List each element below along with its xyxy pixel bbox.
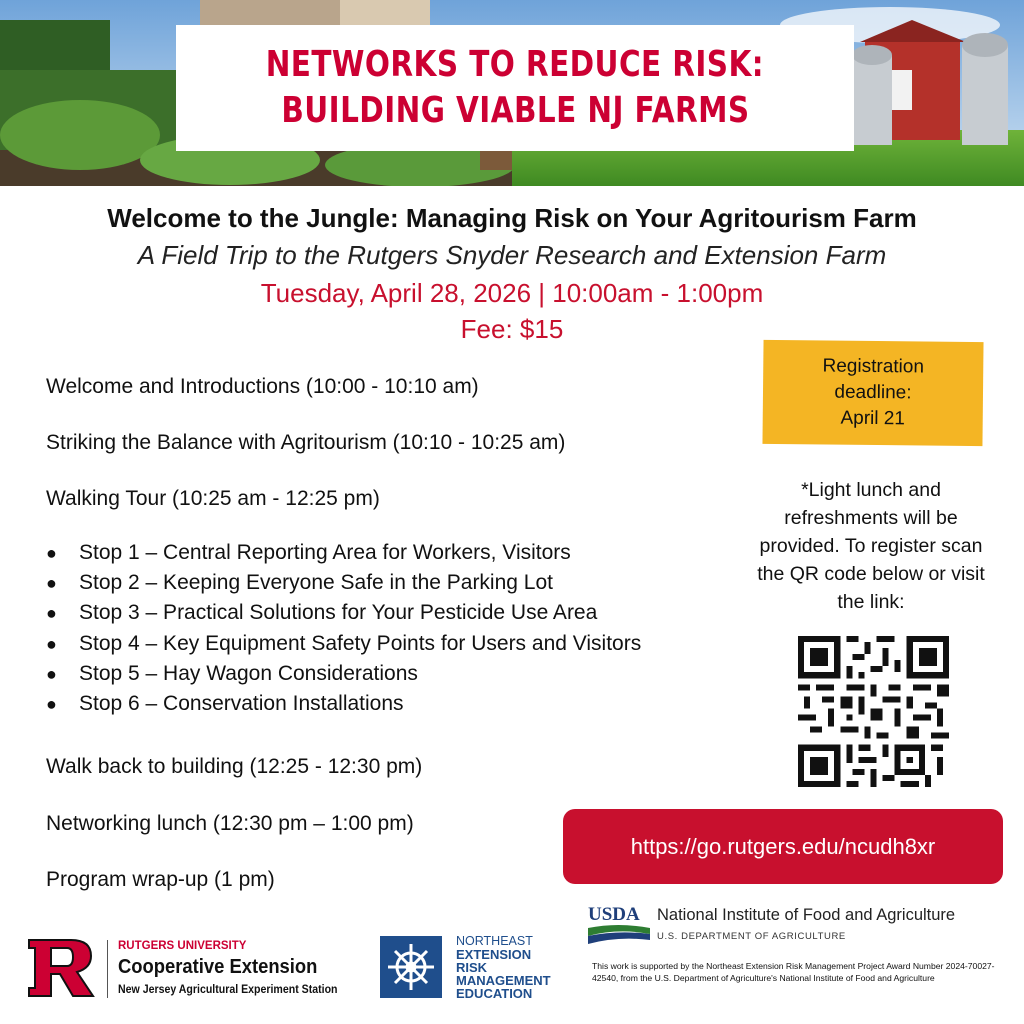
event-fee: Fee: $15 [460, 314, 564, 344]
stop-label: Stop 4 – Key Equipment Safety Points for Users and Visitors [79, 631, 642, 655]
list-item [46, 659, 641, 689]
usda-logo [588, 904, 650, 946]
funding-acknowledgement: This work is supported by the Northeast Extension Risk Management Project Award Number 2024-70027-42540, from the U.S. Department of Agriculture's National Institute of Food and Agriculture [592, 961, 995, 983]
qr-code-icon[interactable] [798, 636, 949, 787]
nerme-line-1: NORTHEAST [456, 934, 533, 948]
banner-title-line-2: BUILDING VIABLE NJ FARMS [280, 90, 750, 131]
header-banner [0, 0, 1024, 186]
usda-department: U.S. DEPARTMENT OF AGRICULTURE [657, 931, 846, 942]
deadline-line-1: Registration [822, 355, 925, 378]
bullet-icon: ● [46, 663, 57, 684]
agenda-wrapup: Program wrap-up (1 pm) [46, 868, 275, 891]
list-item [46, 538, 641, 568]
agenda-balance: Striking the Balance with Agritourism (10:10 - 10:25 am) [46, 431, 566, 454]
nerme-logo-text [456, 935, 551, 1000]
usda-logo-text: USDA [588, 904, 640, 925]
cooperative-extension-label: Cooperative Extension [118, 956, 318, 978]
bullet-icon: ● [46, 543, 57, 563]
stop-label: Stop 3 – Practical Solutions for Your Pesticide Use Area [79, 601, 598, 625]
list-item [46, 598, 641, 628]
nerme-line-4: MANAGEMENT [456, 973, 551, 988]
stop-label: Stop 1 – Central Reporting Area for Workers, Visitors [79, 541, 571, 564]
nerme-line-2: EXTENSION [456, 947, 532, 962]
tour-stops-list [46, 538, 641, 719]
bullet-icon: ● [46, 693, 57, 714]
nerme-line-5: EDUCATION [456, 986, 533, 1001]
rutgers-university-label: RUTGERS UNIVERSITY [118, 940, 247, 952]
agenda-walking-tour: Walking Tour (10:25 am - 12:25 pm) [46, 487, 380, 510]
stop-label: Stop 6 – Conservation Installations [79, 691, 404, 715]
banner-title-box [176, 25, 854, 151]
lunch-registration-note: *Light lunch and refreshments will be provided. To register scan the QR code below or visit the link: [757, 479, 985, 613]
ship-wheel-icon [380, 936, 442, 998]
deadline-line-3: April 21 [840, 407, 906, 430]
bullet-icon: ● [46, 633, 57, 654]
event-date: Tuesday, April 28, 2026 | 10:00am - 1:00pm [260, 278, 764, 308]
list-item [46, 568, 641, 598]
list-item [46, 629, 641, 659]
nerme-line-3: RISK [456, 960, 488, 975]
event-subtitle: A Field Trip to the Rutgers Snyder Research and Extension Farm [137, 240, 887, 270]
agenda-lunch: Networking lunch (12:30 pm – 1:00 pm) [46, 812, 414, 835]
njaes-label: New Jersey Agricultural Experiment Station [118, 984, 338, 996]
usda-agency-name: National Institute of Food and Agriculture [657, 906, 956, 924]
stop-label: Stop 5 – Hay Wagon Considerations [79, 661, 418, 685]
rutgers-divider [107, 940, 108, 998]
rutgers-r-logo [27, 938, 97, 1000]
list-item [46, 689, 641, 719]
agenda-welcome: Welcome and Introductions (10:00 - 10:10 am) [46, 375, 479, 398]
event-title: Welcome to the Jungle: Managing Risk on Your Agritourism Farm [107, 203, 917, 233]
registration-link-button[interactable]: https://go.rutgers.edu/ncudh8xr [563, 809, 1003, 884]
deadline-line-2: deadline: [834, 381, 912, 404]
stop-label: Stop 2 – Keeping Everyone Safe in the Parking Lot [79, 571, 553, 595]
agenda-walk-back: Walk back to building (12:25 - 12:30 pm) [46, 755, 423, 778]
registration-deadline-note [762, 340, 983, 446]
banner-title-line-1: NETWORKS TO REDUCE RISK: [265, 44, 765, 85]
bullet-icon: ● [46, 573, 57, 594]
bullet-icon: ● [46, 603, 57, 624]
